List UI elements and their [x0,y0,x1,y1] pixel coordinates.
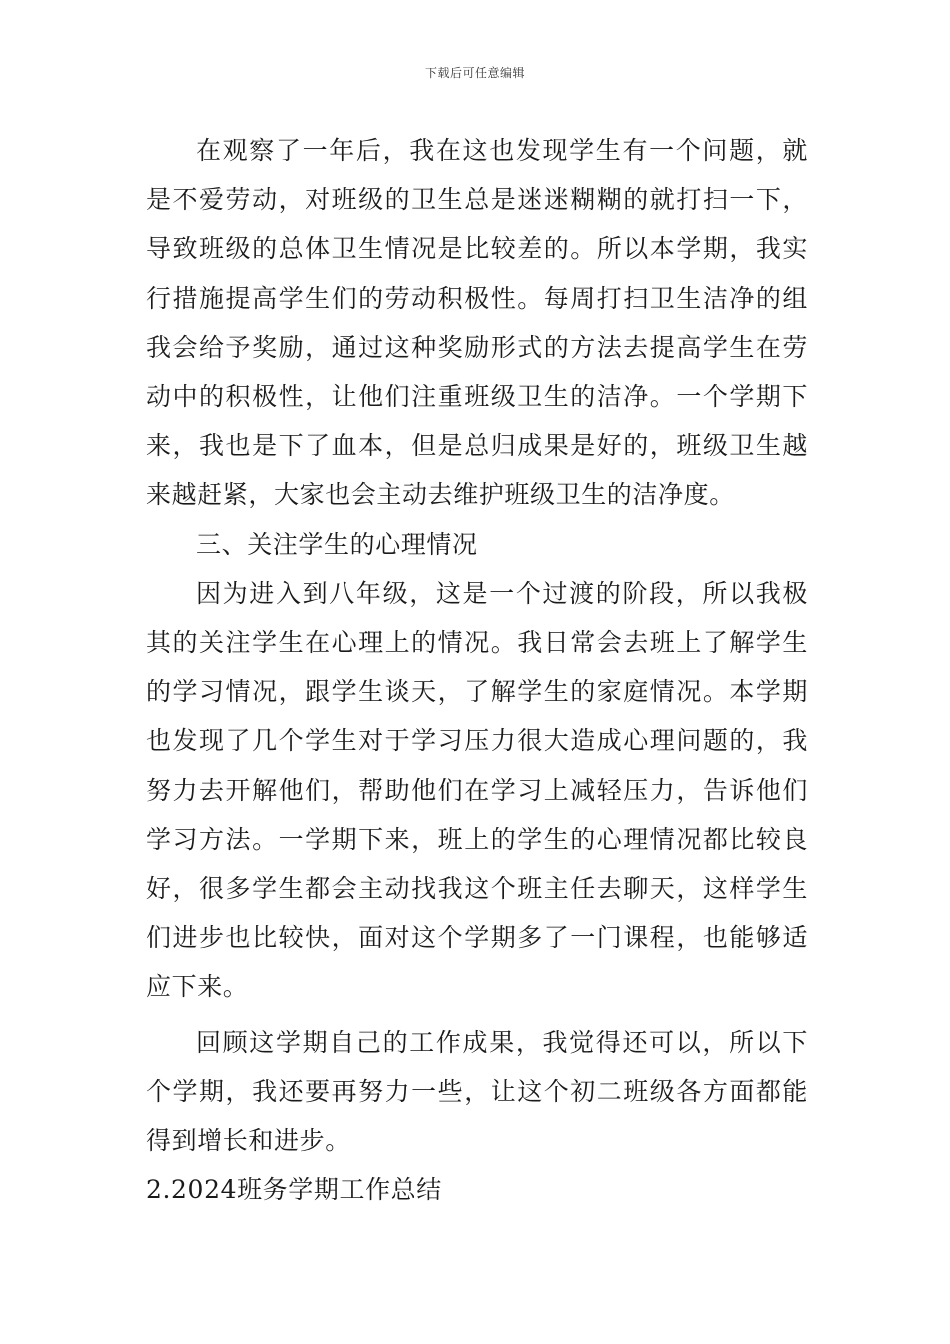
page-header: 下载后可任意编辑 [424,66,525,80]
section-title-summary: 2.2024班务学期工作总结 [146,1175,442,1205]
section-heading-psychology: 三、关注学生的心理情况 [196,529,478,559]
document-body [146,126,808,1214]
paragraph-review: 回顾这学期自己的工作成果，我觉得还可以，所以下个学期，我还要再努力一些，让这个初二班级各方面都能得到增长和进步。 [146,1027,808,1156]
paragraph-psychology: 因为进入到八年级，这是一个过渡的阶段，所以我极其的关注学生在心理上的情况。我日常会去班上了解学生的学习情况，跟学生谈天，了解学生的家庭情况。本学期也发现了几个学生对于学习压力很大造成心理问题的，我努力去开解他们，帮助他们在学习上减轻压力，告诉他们学习方法。一学期下来，班上的学生的心理情况都比较良好，很多学生都会主动找我这个班主任去聊天，这样学生们进步也比较快，面对这个学期多了一门课程，也能够适应下来。 [146,578,808,1002]
paragraph-labor: 在观察了一年后，我在这也发现学生有一个问题，就是不爱劳动，对班级的卫生总是迷迷糊糊的就打扫一下，导致班级的总体卫生情况是比较差的。所以本学期，我实行措施提高学生们的劳动积极性。每周打扫卫生洁净的组我会给予奖励，通过这种奖励形式的方法去提高学生在劳动中的积极性，让他们注重班级卫生的洁净。一个学期下来，我也是下了血本，但是总归成果是好的，班级卫生越来越赶紧，大家也会主动去维护班级卫生的洁净度。 [146,136,808,510]
